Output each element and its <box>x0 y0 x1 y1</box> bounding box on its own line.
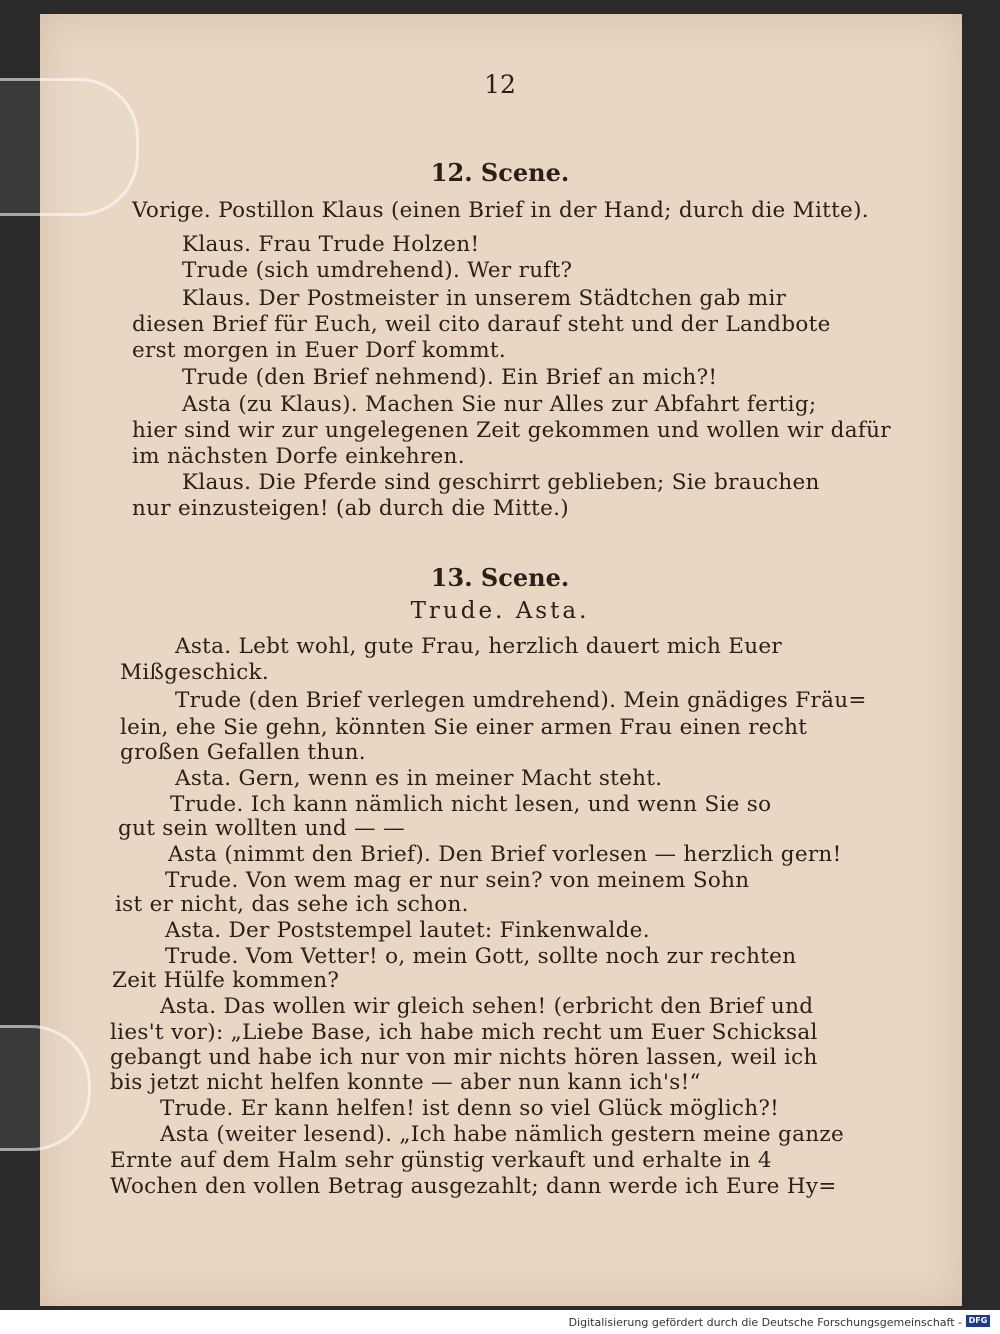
scene-12-line: hier sind wir zur ungelegenen Zeit gekommen und wollen wir dafür <box>132 418 891 443</box>
scene-13-line: gebangt und habe ich nur von mir nichts hören lassen, weil ich <box>110 1045 818 1070</box>
scene-13-line: gut sein wollten und — — <box>118 816 405 841</box>
scene-12-line: erst morgen in Euer Dorf kommt. <box>132 338 506 363</box>
scene-13-line: Trude (den Brief verlegen umdrehend). Mein gnädiges Fräu= <box>175 688 867 713</box>
scene-13-line: Asta. Lebt wohl, gute Frau, herzlich dauert mich Euer <box>175 634 782 659</box>
scene-13-line: Asta. Das wollen wir gleich sehen! (erbricht den Brief und <box>160 994 814 1019</box>
scene-13-line: Zeit Hülfe kommen? <box>112 968 340 993</box>
scene-12-line: Trude (sich umdrehend). Wer ruft? <box>182 258 573 283</box>
scene-13-persons: Trude. Asta. <box>410 598 590 624</box>
scene-13-line: Wochen den vollen Betrag ausgezahlt; dann werde ich Eure Hy= <box>110 1174 837 1199</box>
scene-13-line: Asta (weiter lesend). „Ich habe nämlich gestern meine ganze <box>160 1122 845 1147</box>
scene-13-title: 13. Scene. <box>430 563 570 592</box>
scene-13-line: großen Gefallen thun. <box>120 740 366 765</box>
dfg-logo-icon: DFG <box>966 1315 990 1327</box>
scene-13-line: Trude. Ich kann nämlich nicht lesen, und wenn Sie so <box>170 792 772 817</box>
scene-13-line: Trude. Vom Vetter! o, mein Gott, sollte noch zur rechten <box>165 944 797 969</box>
scene-13-line: Trude. Er kann helfen! ist denn so viel Glück möglich?! <box>160 1096 780 1121</box>
scene-12-line: Klaus. Die Pferde sind geschirrt geblieben; Sie brauchen <box>182 470 820 495</box>
scene-13-line: Ernte auf dem Halm sehr günstig verkauft und erhalte in 4 <box>110 1148 772 1173</box>
scene-13-line: Asta. Der Poststempel lautet: Finkenwalde. <box>165 918 650 943</box>
scene-12-line: Vorige. Postillon Klaus (einen Brief in der Hand; durch die Mitte). <box>132 198 869 223</box>
footer-credit: Digitalisierung gefördert durch die Deutsche Forschungsgemeinschaft - <box>568 1316 962 1329</box>
scene-13-line: lies't vor): „Liebe Base, ich habe mich recht um Euer Schicksal <box>110 1020 818 1045</box>
scene-13-line: Asta (nimmt den Brief). Den Brief vorlesen — herzlich gern! <box>168 842 842 867</box>
scene-12-title: 12. Scene. <box>430 158 570 187</box>
scene-12-line: im nächsten Dorfe einkehren. <box>132 444 465 469</box>
scene-13-line: Asta. Gern, wenn es in meiner Macht steht. <box>175 766 663 791</box>
scene-12-line: Klaus. Der Postmeister in unserem Städtchen gab mir <box>182 286 787 311</box>
scene-12-line: nur einzusteigen! (ab durch die Mitte.) <box>132 496 569 521</box>
scene-12-line: Trude (den Brief nehmend). Ein Brief an mich?! <box>182 365 718 390</box>
scene-13-line: Mißgeschick. <box>120 660 270 685</box>
scene-13-line: ist er nicht, das sehe ich schon. <box>115 892 469 917</box>
scene-12-line: diesen Brief für Euch, weil cito darauf steht und der Landbote <box>132 312 831 337</box>
scene-13-line: Trude. Von wem mag er nur sein? von meinem Sohn <box>165 868 750 893</box>
scene-13-line: lein, ehe Sie gehn, könnten Sie einer armen Frau einen recht <box>120 715 808 740</box>
scene-12-line: Asta (zu Klaus). Machen Sie nur Alles zur Abfahrt fertig; <box>182 392 817 417</box>
scene-12-line: Klaus. Frau Trude Holzen! <box>182 232 480 257</box>
scene-13-line: bis jetzt nicht helfen konnte — aber nun kann ich's!“ <box>110 1070 701 1095</box>
page-number: 12 <box>484 70 516 99</box>
